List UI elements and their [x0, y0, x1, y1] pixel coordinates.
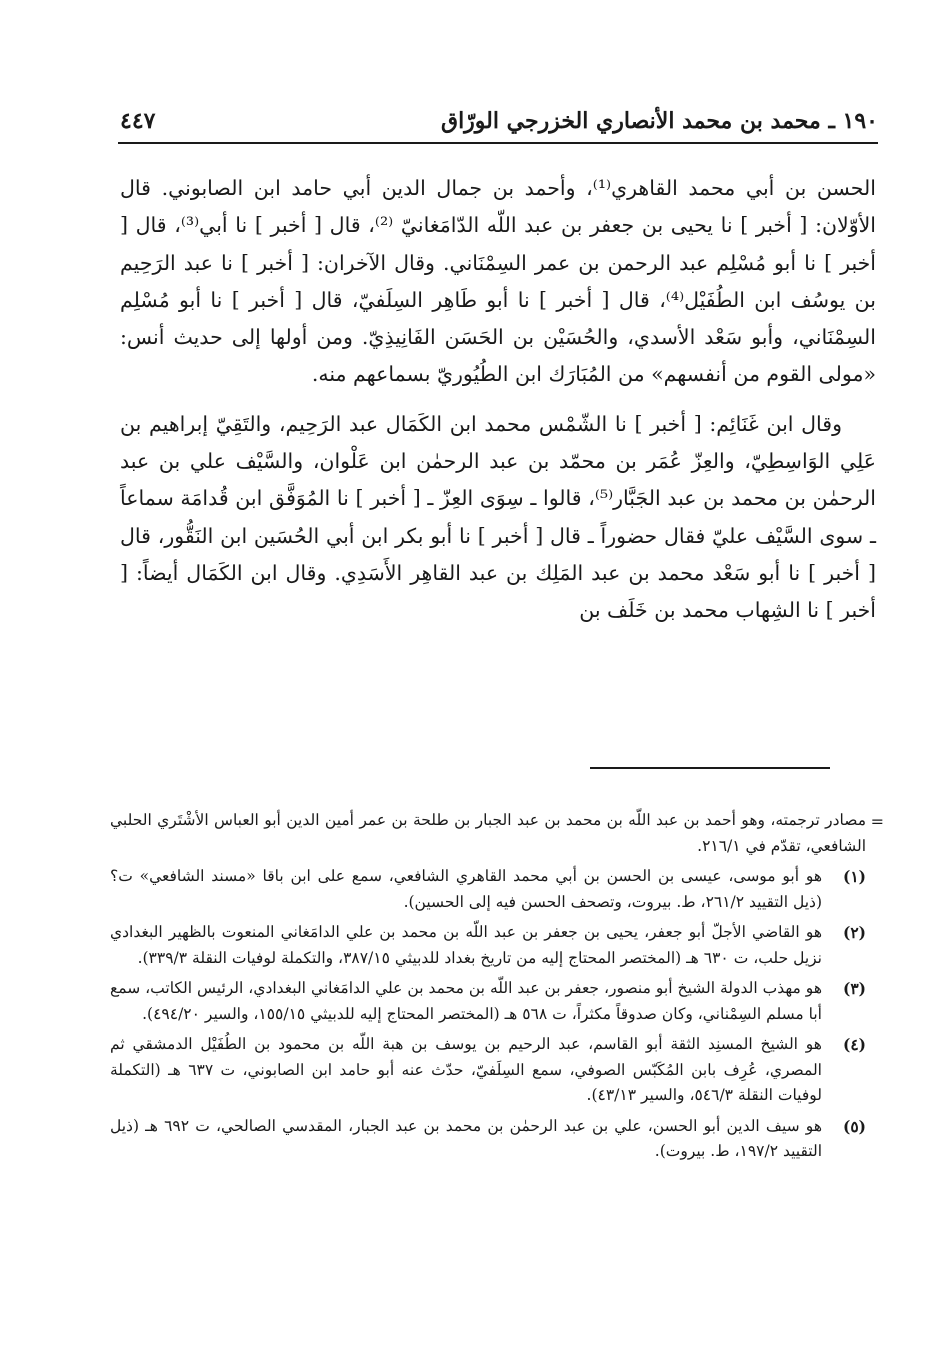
paragraph-2: وقال ابن غَنَائِم: [ أخبر ] نا الشّمْس محمد ابن الكَمَال عبد الرَحِيم، والتَقِيّ إبراهيم بن عَلِي الوَاسِطِيّ، والعِزّ عُمَر بن محمّد بن عبد الرحمٰن ابن عَلْوان، والسَّيْف علي بن عبد الرحمٰن بن محمد بن عبد الجَبَّار⁽⁵⁾، قالوا ـ سِوَى العِزّ ـ [ أخبر ] نا المُوَفَّق ابن قُدامَة سماعاً ـ سوى السَّيْف عليّ فقال حضوراً ـ قال [ أخبر ] نا أبو بكر ابن أبي الحُسَين ابن النَقُّور، قال [ أخبر ] نا أبو سَعْد محمد بن عبد المَلِك بن عبد القاهِر الأَسَدِي. وقال ابن الكَمَال أيضاً: [ أخبر ] نا الشِهاب محمد بن خَلَف بن — [120, 411, 876, 623]
main-text — [120, 170, 876, 630]
footnote-3 — [110, 976, 866, 1027]
footnote-3-number: (٣) — [842, 979, 866, 998]
footnote-4 — [110, 1032, 866, 1109]
footnote-2-number: (٢) — [842, 923, 866, 942]
continuation-mark: = — [870, 812, 884, 831]
footnote-1-text: هو أبو موسى، عيسى بن الحسن بن أبي محمد القاهري الشافعي، سمع على ابن باقا «مسند الشافعي» ت؟ (ذيل التقييد ٢٦١/٢، ط. بيروت، وتصحف الحسن فيه إلى الحسين). — [110, 867, 822, 911]
footnote-5-number: (٥) — [842, 1116, 866, 1136]
header-title: ١٩٠ ـ محمد بن محمد الأنصاري الخزرجي الورّاق — [441, 108, 878, 134]
footnote-intro — [110, 808, 866, 859]
footnote-3-text: هو مهذب الدولة الشيخ أبو منصور، جعفر بن عبد اللّه بن محمد بن علي الدامَغاني البغدادي، الرئيس الكاتب، سمع أبا مسلم السِمْناني، وكان صدوقاً مكثراً، ت ٥٦٨ هـ (المختصر المحتاج إليه للدبيثي ١٥٥/١٥، والسير ٤٩٤/٢٠). — [110, 979, 822, 1023]
running-header — [120, 90, 878, 134]
footnote-separator — [590, 767, 830, 769]
footnote-1-number: (١) — [842, 867, 866, 886]
page-number: ٤٤٧ — [120, 108, 156, 134]
footnote-2-text: هو القاضي الأجلّ أبو جعفر، يحيى بن جعفر بن عبد اللّه بن محمد بن علي الدامَغاني المنعوت بالظهير البغدادي نزيل حلب، ت ٦٣٠ هـ (المختصر المحتاج إليه من تاريخ بغداد للدبيثي ٣٨٧/١٥، والتكملة لوفيات النقلة ٣٣٩/٣). — [110, 923, 822, 967]
paragraph-1: الحسن بن أبي محمد القاهري⁽¹⁾، وأحمد بن جمال الدين أبي حامد ابن الصابوني. قال الأوّلان: [ أخبر ] نا يحيى بن جعفر بن عبد اللّه الدّامَغانيّ ⁽²⁾، قال [ أخبر ] نا أبي⁽³⁾، قال [ أخبر ] نا أبو مُسْلِم عبد الرحمن بن عمر السِمْنَاني. وقال الآخران: [ أخبر ] نا عبد الرَحِيم بن يوسُف ابن الطُفَيْل⁽⁴⁾، قال [ أخبر ] نا أبو طَاهِر السِلَفيّ، قال [ أخبر ] نا أبو مُسْلِم السِمْنَاني، وأبو سَعْد الأسدي، والحُسَيْن بن الحَسَن الفَانِيذِيّ. ومن أولها إلى حديث أنس: «مولى القوم من أنفسهم» من المُبَارَك ابن الطُيُوريّ بسماعهم منه. — [120, 176, 877, 387]
footnote-5 — [110, 1114, 866, 1165]
footnote-1 — [110, 864, 866, 915]
footnote-2 — [110, 920, 866, 971]
footnote-intro-text: مصادر ترجمته، وهو أحمد بن عبد اللّه بن محمد بن عبد الجبار بن طلحة بن عمر أمين الدين أبو العباس الأشْتَري الحلبي الشافعي، تقدّم في ٢١٦/١. — [110, 811, 866, 855]
header-rule — [118, 142, 878, 144]
footnote-5-text: هو سيف الدين أبو الحسن، علي بن عبد الرحمٰن بن محمد بن عبد الجبار، المقدسي الصالحي، ت ٦٩٢ هـ (ذيل التقييد ١٩٧/٢، ط. بيروت). — [110, 1116, 822, 1160]
footnote-4-text: هو الشيخ المسنِد الثقة أبو القاسم، عبد الرحيم بن يوسف بن هبة اللّه بن محمود بن الطُفَيْل الدمشقي ثم المصري، عُرِف بابن المُكَبّس الصوفي، سمع السِلَفيّ، حدّث عنه أبو حامد ابن الصابوني، ت ٦٣٧ هـ (التكملة لوفيات النقلة ٥٤٦/٣، والسير ٤٣/١٣). — [110, 1035, 822, 1104]
footnotes — [110, 808, 866, 1170]
footnote-4-number: (٤) — [842, 1035, 866, 1054]
